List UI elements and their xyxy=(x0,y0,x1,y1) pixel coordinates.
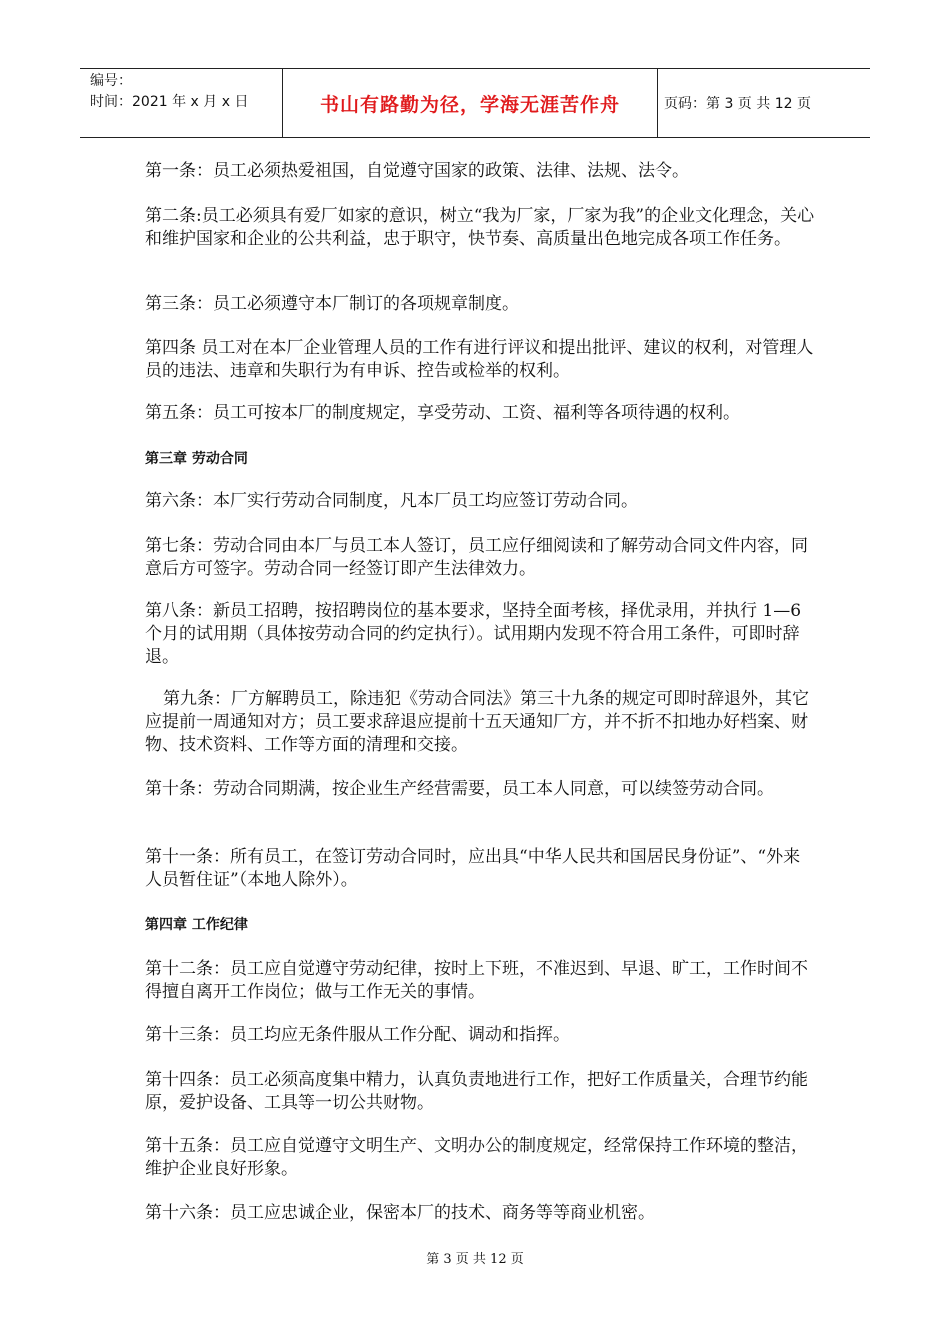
article-8: 第八条：新员工招聘，按招聘岗位的基本要求，坚持全面考核，择优录用，并执行 1—6 个月的试用期（具体按劳动合同的约定执行）。试用期内发现不符合用工条件，可即时辞退。 xyxy=(145,601,802,667)
article-5: 第五条：员工可按本厂的制度规定，享受劳动、工资、福利等各项待遇的权利。 xyxy=(145,403,740,423)
chapter-3-heading: 第三章 劳动合同 xyxy=(145,451,248,467)
article-15: 第十五条：员工应自觉遵守文明生产、文明办公的制度规定，经常保持工作环境的整洁，维护企业良好形象。 xyxy=(145,1136,808,1179)
article-13: 第十三条：员工均应无条件服从工作分配、调动和指挥。 xyxy=(145,1025,570,1045)
serial-label: 编号： xyxy=(90,73,132,89)
article-6: 第六条：本厂实行劳动合同制度，凡本厂员工均应签订劳动合同。 xyxy=(145,491,638,511)
header-page-info xyxy=(658,69,870,137)
time-label: 时间：2021 年 x 月 x 日 xyxy=(90,94,249,110)
header-meta xyxy=(80,69,283,137)
article-3: 第三条：员工必须遵守本厂制订的各项规章制度。 xyxy=(145,294,519,314)
article-14: 第十四条：员工必须高度集中精力，认真负责地进行工作，把好工作质量关，合理节约能原，爱护设备、工具等一切公共财物。 xyxy=(145,1070,808,1113)
header-motto-cell xyxy=(283,69,658,137)
article-12: 第十二条：员工应自觉遵守劳动纪律，按时上下班，不准迟到、早退、旷工，工作时间不得擅自离开工作岗位；做与工作无关的事情。 xyxy=(145,959,808,1002)
motto-text: 书山有路勤为径，学海无涯苦作舟 xyxy=(319,93,620,116)
article-16: 第十六条：员工应忠诚企业，保密本厂的技术、商务等等商业机密。 xyxy=(145,1203,655,1223)
page-header xyxy=(80,68,870,138)
page-footer xyxy=(0,1248,950,1267)
article-1: 第一条：员工必须热爱祖国，自觉遵守国家的政策、法律、法规、法令。 xyxy=(145,161,689,181)
page-info-text: 页码：第 3 页 共 12 页 xyxy=(664,96,811,112)
chapter-4-heading: 第四章 工作纪律 xyxy=(145,917,248,933)
footer-page-number: 第 3 页 共 12 页 xyxy=(426,1252,524,1267)
article-9: 第九条：厂方解聘员工，除违犯《劳动合同法》第三十九条的规定可即时辞退外，其它应提前一周通知对方；员工要求辞退应提前十五天通知厂方，并不折不扣地办好档案、财物、技术资料、工作等方面的清理和交接。 xyxy=(145,689,809,755)
article-7: 第七条：劳动合同由本厂与员工本人签订，员工应仔细阅读和了解劳动合同文件内容，同意后方可签字。劳动合同一经签订即产生法律效力。 xyxy=(145,536,808,579)
article-2: 第二条:员工必须具有爱厂如家的意识，树立“我为厂家，厂家为我”的企业文化理念，关心和维护国家和企业的公共利益，忠于职守，快节奏、高质量出色地完成各项工作任务。 xyxy=(145,206,815,249)
article-11: 第十一条：所有员工，在签订劳动合同时，应出具“中华人民共和国居民身份证”、“外来人员暂住证”（本地人除外）。 xyxy=(145,847,801,890)
article-10: 第十条：劳动合同期满，按企业生产经营需要，员工本人同意，可以续签劳动合同。 xyxy=(145,779,774,799)
article-4: 第四条 员工对在本厂企业管理人员的工作有进行评议和提出批评、建议的权利，对管理人员的违法、违章和失职行为有申诉、控告或检举的权利。 xyxy=(145,338,814,381)
